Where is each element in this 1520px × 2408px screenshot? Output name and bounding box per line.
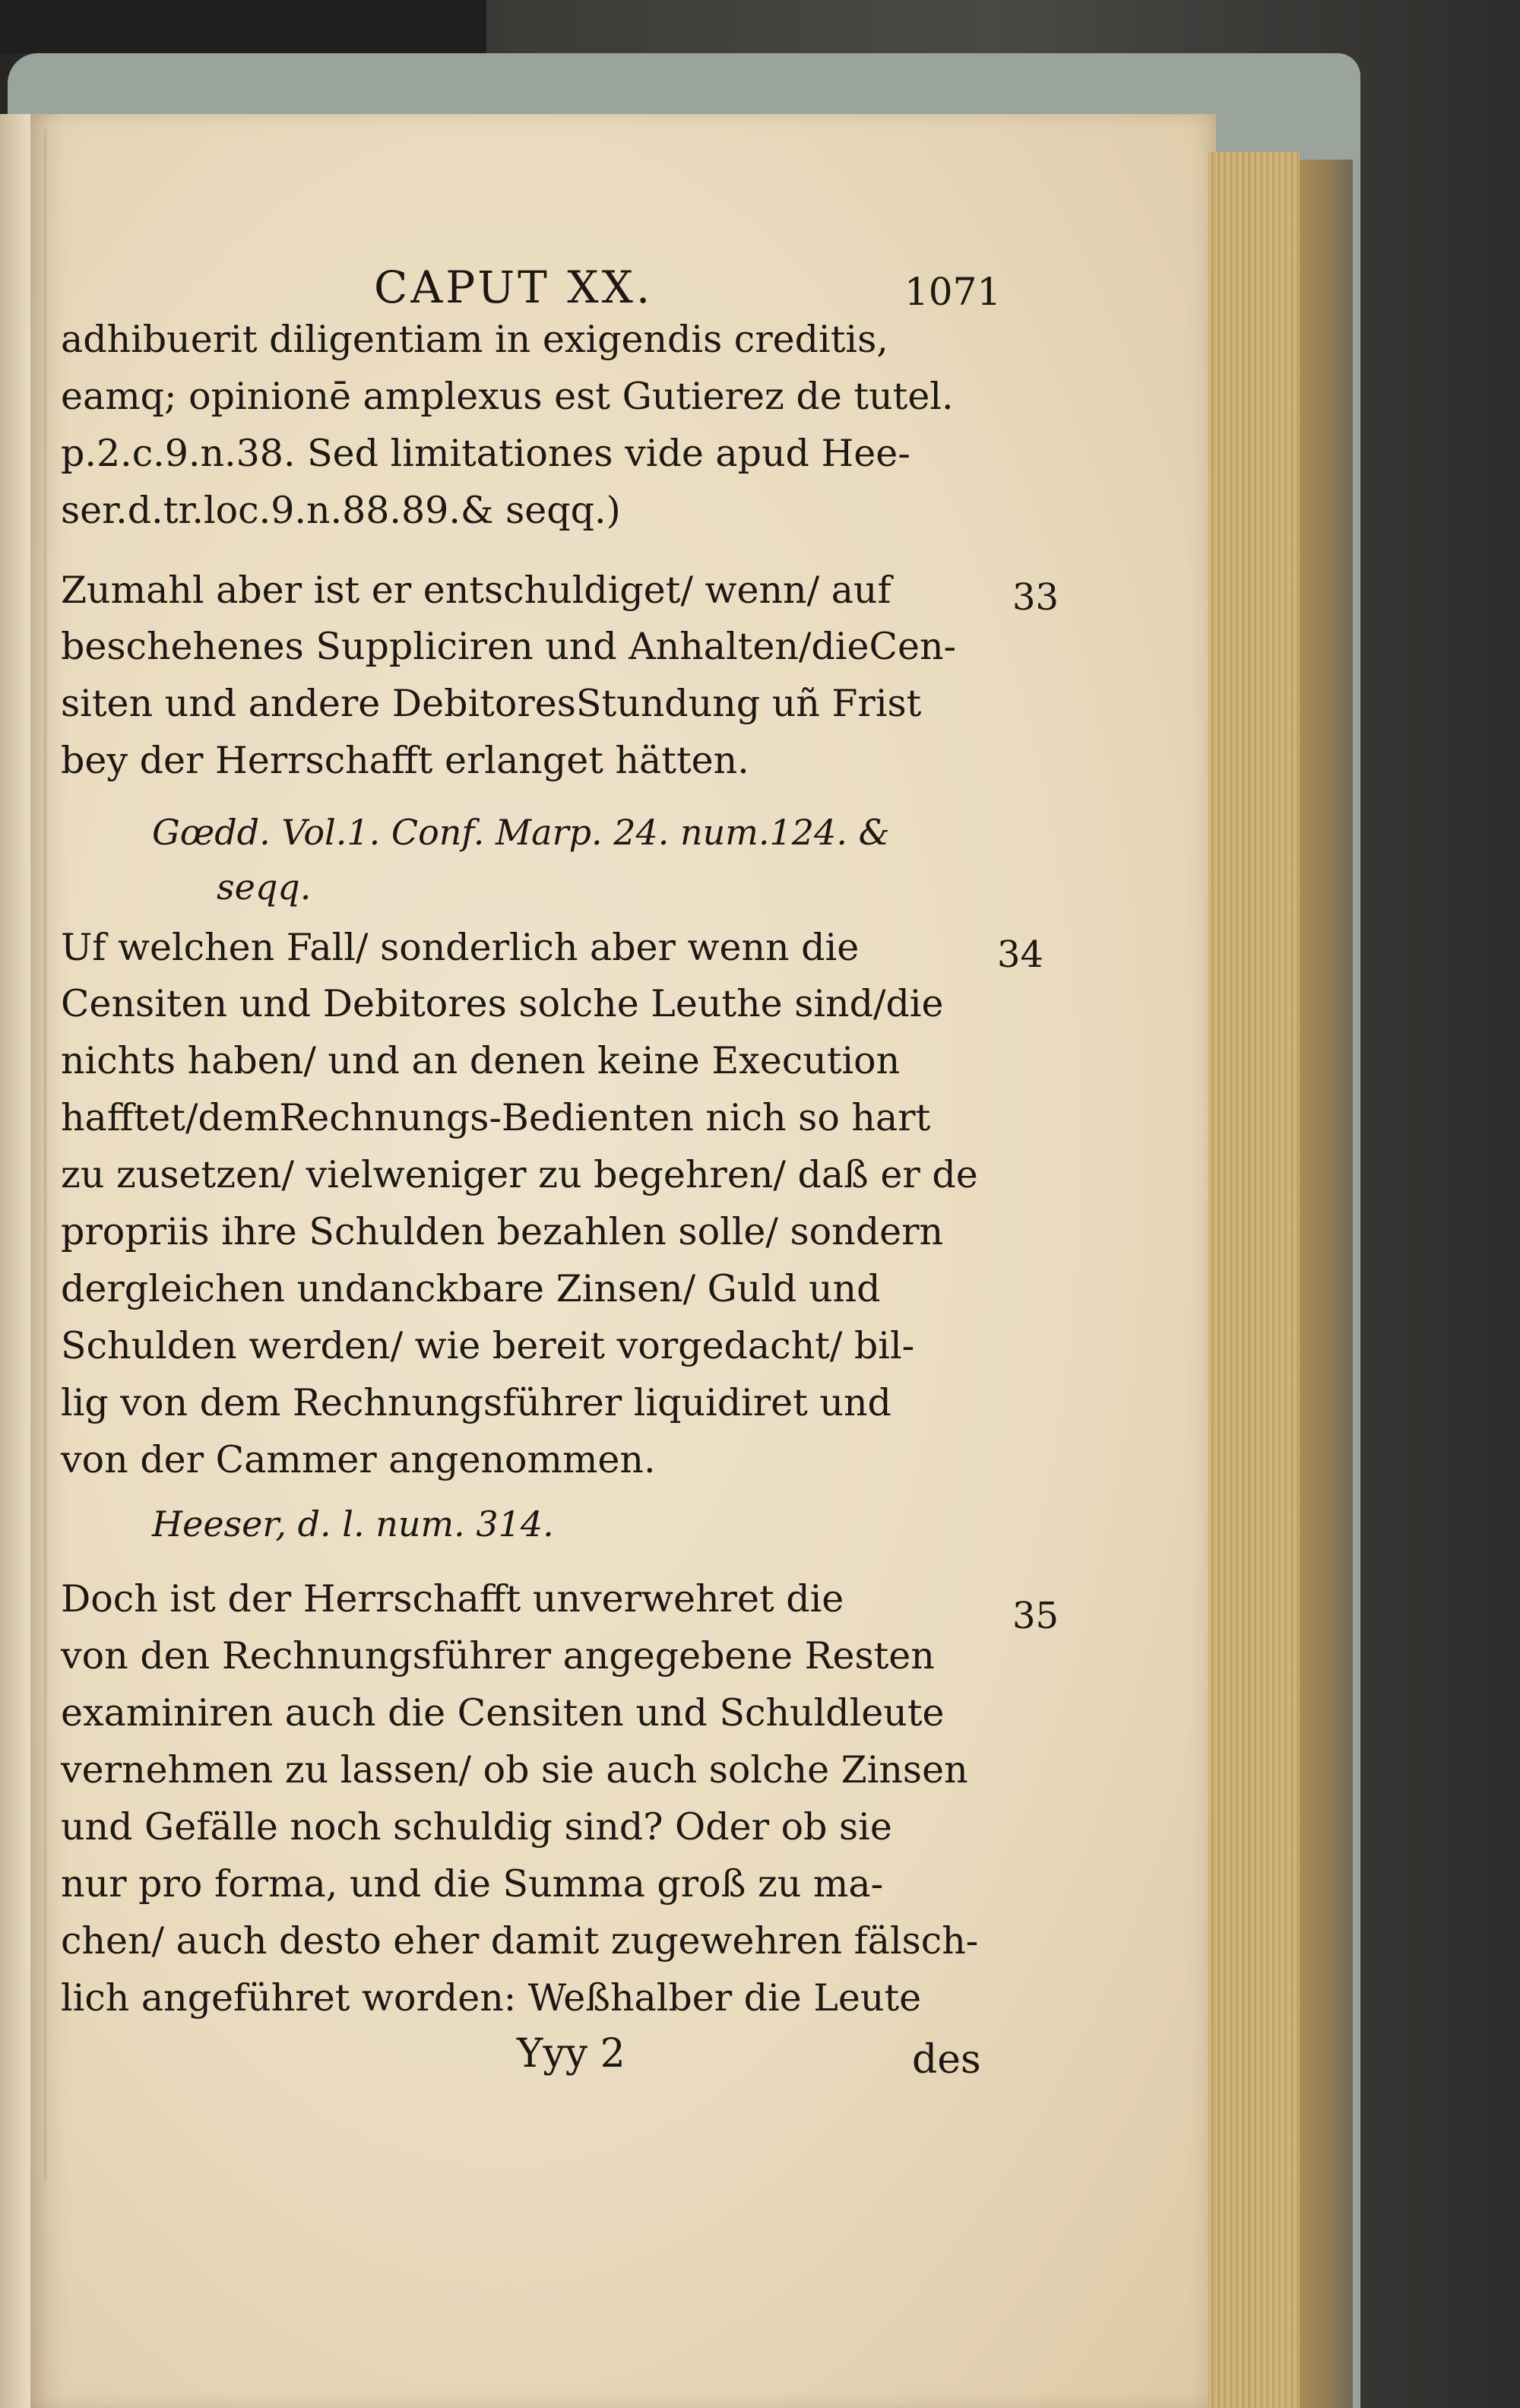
citation-line: Heeser, d. l. num. 314. xyxy=(152,1503,554,1545)
signature-mark: Yyy 2 xyxy=(517,2031,625,2077)
photo-background-top xyxy=(0,0,486,53)
text-line: Uf welchen Fall/ sonderlich aber wenn die xyxy=(61,926,860,969)
citation-line: seqq. xyxy=(217,867,312,908)
text-line: hafftet/demRechnungs-Bedienten nich so hart xyxy=(61,1096,931,1139)
facing-page-edge xyxy=(0,114,30,2408)
text-line: eamq; opinionē amplexus est Gutierez de tutel. xyxy=(61,375,954,418)
text-line: nur pro forma, und die Summa groß zu ma- xyxy=(61,1862,884,1906)
text-line: ser.d.tr.loc.9.n.88.89.& seqq.) xyxy=(61,489,621,532)
text-line: und Gefälle noch schuldig sind? Oder ob sie xyxy=(61,1805,892,1849)
text-line: siten und andere DebitoresStundung uñ Frist xyxy=(61,682,922,725)
text-line: Censiten und Debitores solche Leuthe sind/die xyxy=(61,982,944,1025)
text-line: examiniren auch die Censiten und Schuldleute xyxy=(61,1691,945,1735)
text-line: beschehenes Suppliciren und Anhalten/dieCen- xyxy=(61,625,957,668)
margin-number: 34 xyxy=(997,933,1044,976)
page-edges xyxy=(1208,152,1300,2408)
page-edge-gilt xyxy=(1300,160,1353,2408)
citation-line: Gœdd. Vol.1. Conf. Marp. 24. num.124. & xyxy=(152,812,890,853)
text-line: von den Rechnungsführer angegebene Resten xyxy=(61,1634,935,1678)
text-line: Doch ist der Herrschafft unverwehret die xyxy=(61,1577,844,1621)
margin-number: 33 xyxy=(1012,576,1059,619)
margin-number: 35 xyxy=(1012,1595,1059,1637)
text-line: bey der Herrschafft erlanget hätten. xyxy=(61,739,749,782)
text-line: Zumahl aber ist er entschuldiget/ wenn/ auf xyxy=(61,569,891,612)
text-line: dergleichen undanckbare Zinsen/ Guld und xyxy=(61,1267,881,1310)
text-line: chen/ auch desto eher damit zugewehren fälsch- xyxy=(61,1919,979,1963)
page-number: 1071 xyxy=(904,270,1002,314)
text-line: vernehmen zu lassen/ ob sie auch solche Zinsen xyxy=(61,1748,968,1792)
text-line: Schulden werden/ wie bereit vorgedacht/ bil- xyxy=(61,1324,915,1367)
gutter-line xyxy=(44,129,46,2181)
running-header: CAPUT XX. xyxy=(374,261,654,313)
text-line: adhibuerit diligentiam in exigendis creditis, xyxy=(61,318,888,361)
catchword: des xyxy=(912,2037,981,2083)
text-line: nichts haben/ und an denen keine Execution xyxy=(61,1039,901,1082)
text-line: propriis ihre Schulden bezahlen solle/ sondern xyxy=(61,1210,944,1253)
text-line: zu zusetzen/ vielweniger zu begehren/ daß er de xyxy=(61,1153,978,1196)
text-line: lig von dem Rechnungsführer liquidiret und xyxy=(61,1381,891,1424)
text-line: lich angeführet worden: Weßhalber die Leute xyxy=(61,1976,922,2020)
text-line: p.2.c.9.n.38. Sed limitationes vide apud Hee- xyxy=(61,432,910,475)
text-line: von der Cammer angenommen. xyxy=(61,1438,656,1481)
